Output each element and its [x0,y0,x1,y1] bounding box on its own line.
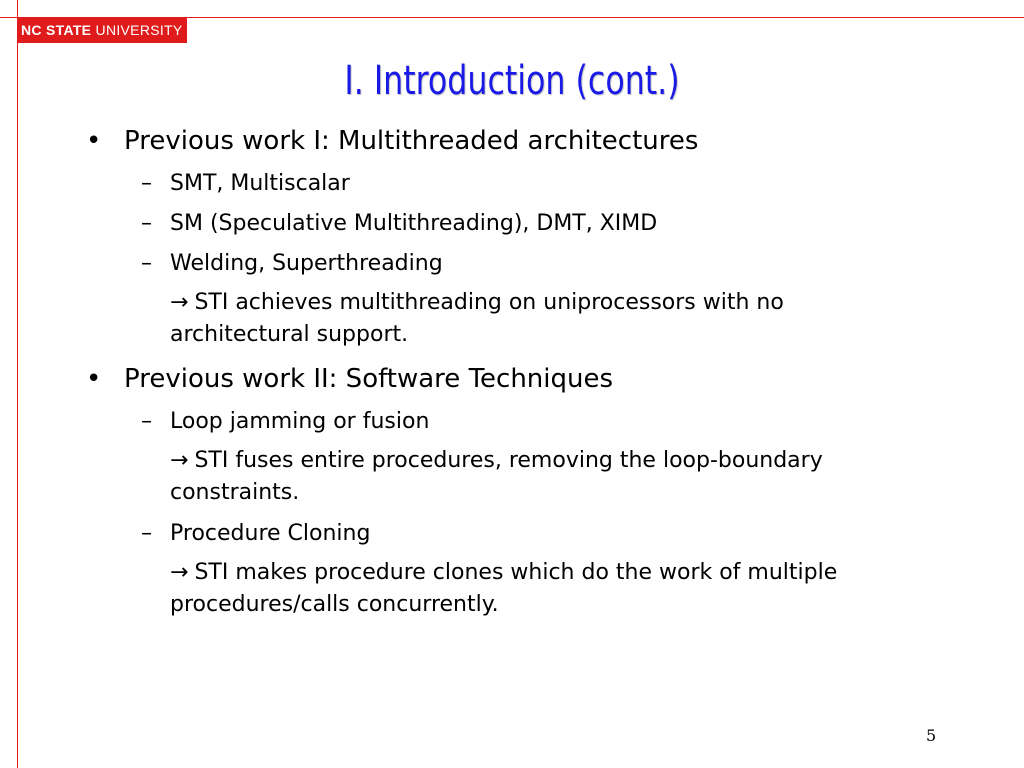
dash-icon: – [141,251,152,276]
university-logo [17,17,187,43]
bullet-text: Previous work I: Multithreaded architectures [124,126,699,156]
sub-item [86,407,986,437]
sub-item-text: Loop jamming or fusion [170,409,430,434]
arrow-right-icon: → [170,290,189,315]
note-text: STI fuses entire procedures, removing the loop-boundary constraints. [170,448,823,505]
sub-item [86,519,986,549]
sub-item-text: SM (Speculative Multithreading), DMT, XIMD [170,211,658,236]
bullet-item [86,123,986,159]
bullet-text: Previous work II: Software Techniques [124,364,614,394]
note-paragraph [86,287,930,351]
page-number: 5 [926,726,937,745]
dash-icon: – [141,409,152,434]
bullet-icon: • [86,126,102,156]
note-text: STI makes procedure clones which do the work of multiple procedures/calls concurrently. [170,560,838,617]
logo-regular-text: UNIVERSITY [95,22,183,38]
sub-item [86,169,986,199]
left-border-line [17,0,18,768]
sub-item-text: Welding, Superthreading [170,251,443,276]
bullet-item [86,361,986,397]
slide-title: I. Introduction (cont.) [344,58,680,104]
sub-item [86,209,986,239]
sub-item-text: Procedure Cloning [170,521,371,546]
bullet-icon: • [86,364,102,394]
arrow-right-icon: → [170,560,189,585]
sub-item-text: SMT, Multiscalar [170,171,350,196]
sub-item [86,249,986,279]
dash-icon: – [141,211,152,236]
note-paragraph [86,557,930,621]
note-paragraph [86,445,930,509]
slide-content [86,118,986,621]
dash-icon: – [141,521,152,546]
dash-icon: – [141,171,152,196]
note-text: STI achieves multithreading on uniprocessors with no architectural support. [170,290,784,347]
logo-bold-text: NC STATE [21,22,92,38]
arrow-right-icon: → [170,448,189,473]
